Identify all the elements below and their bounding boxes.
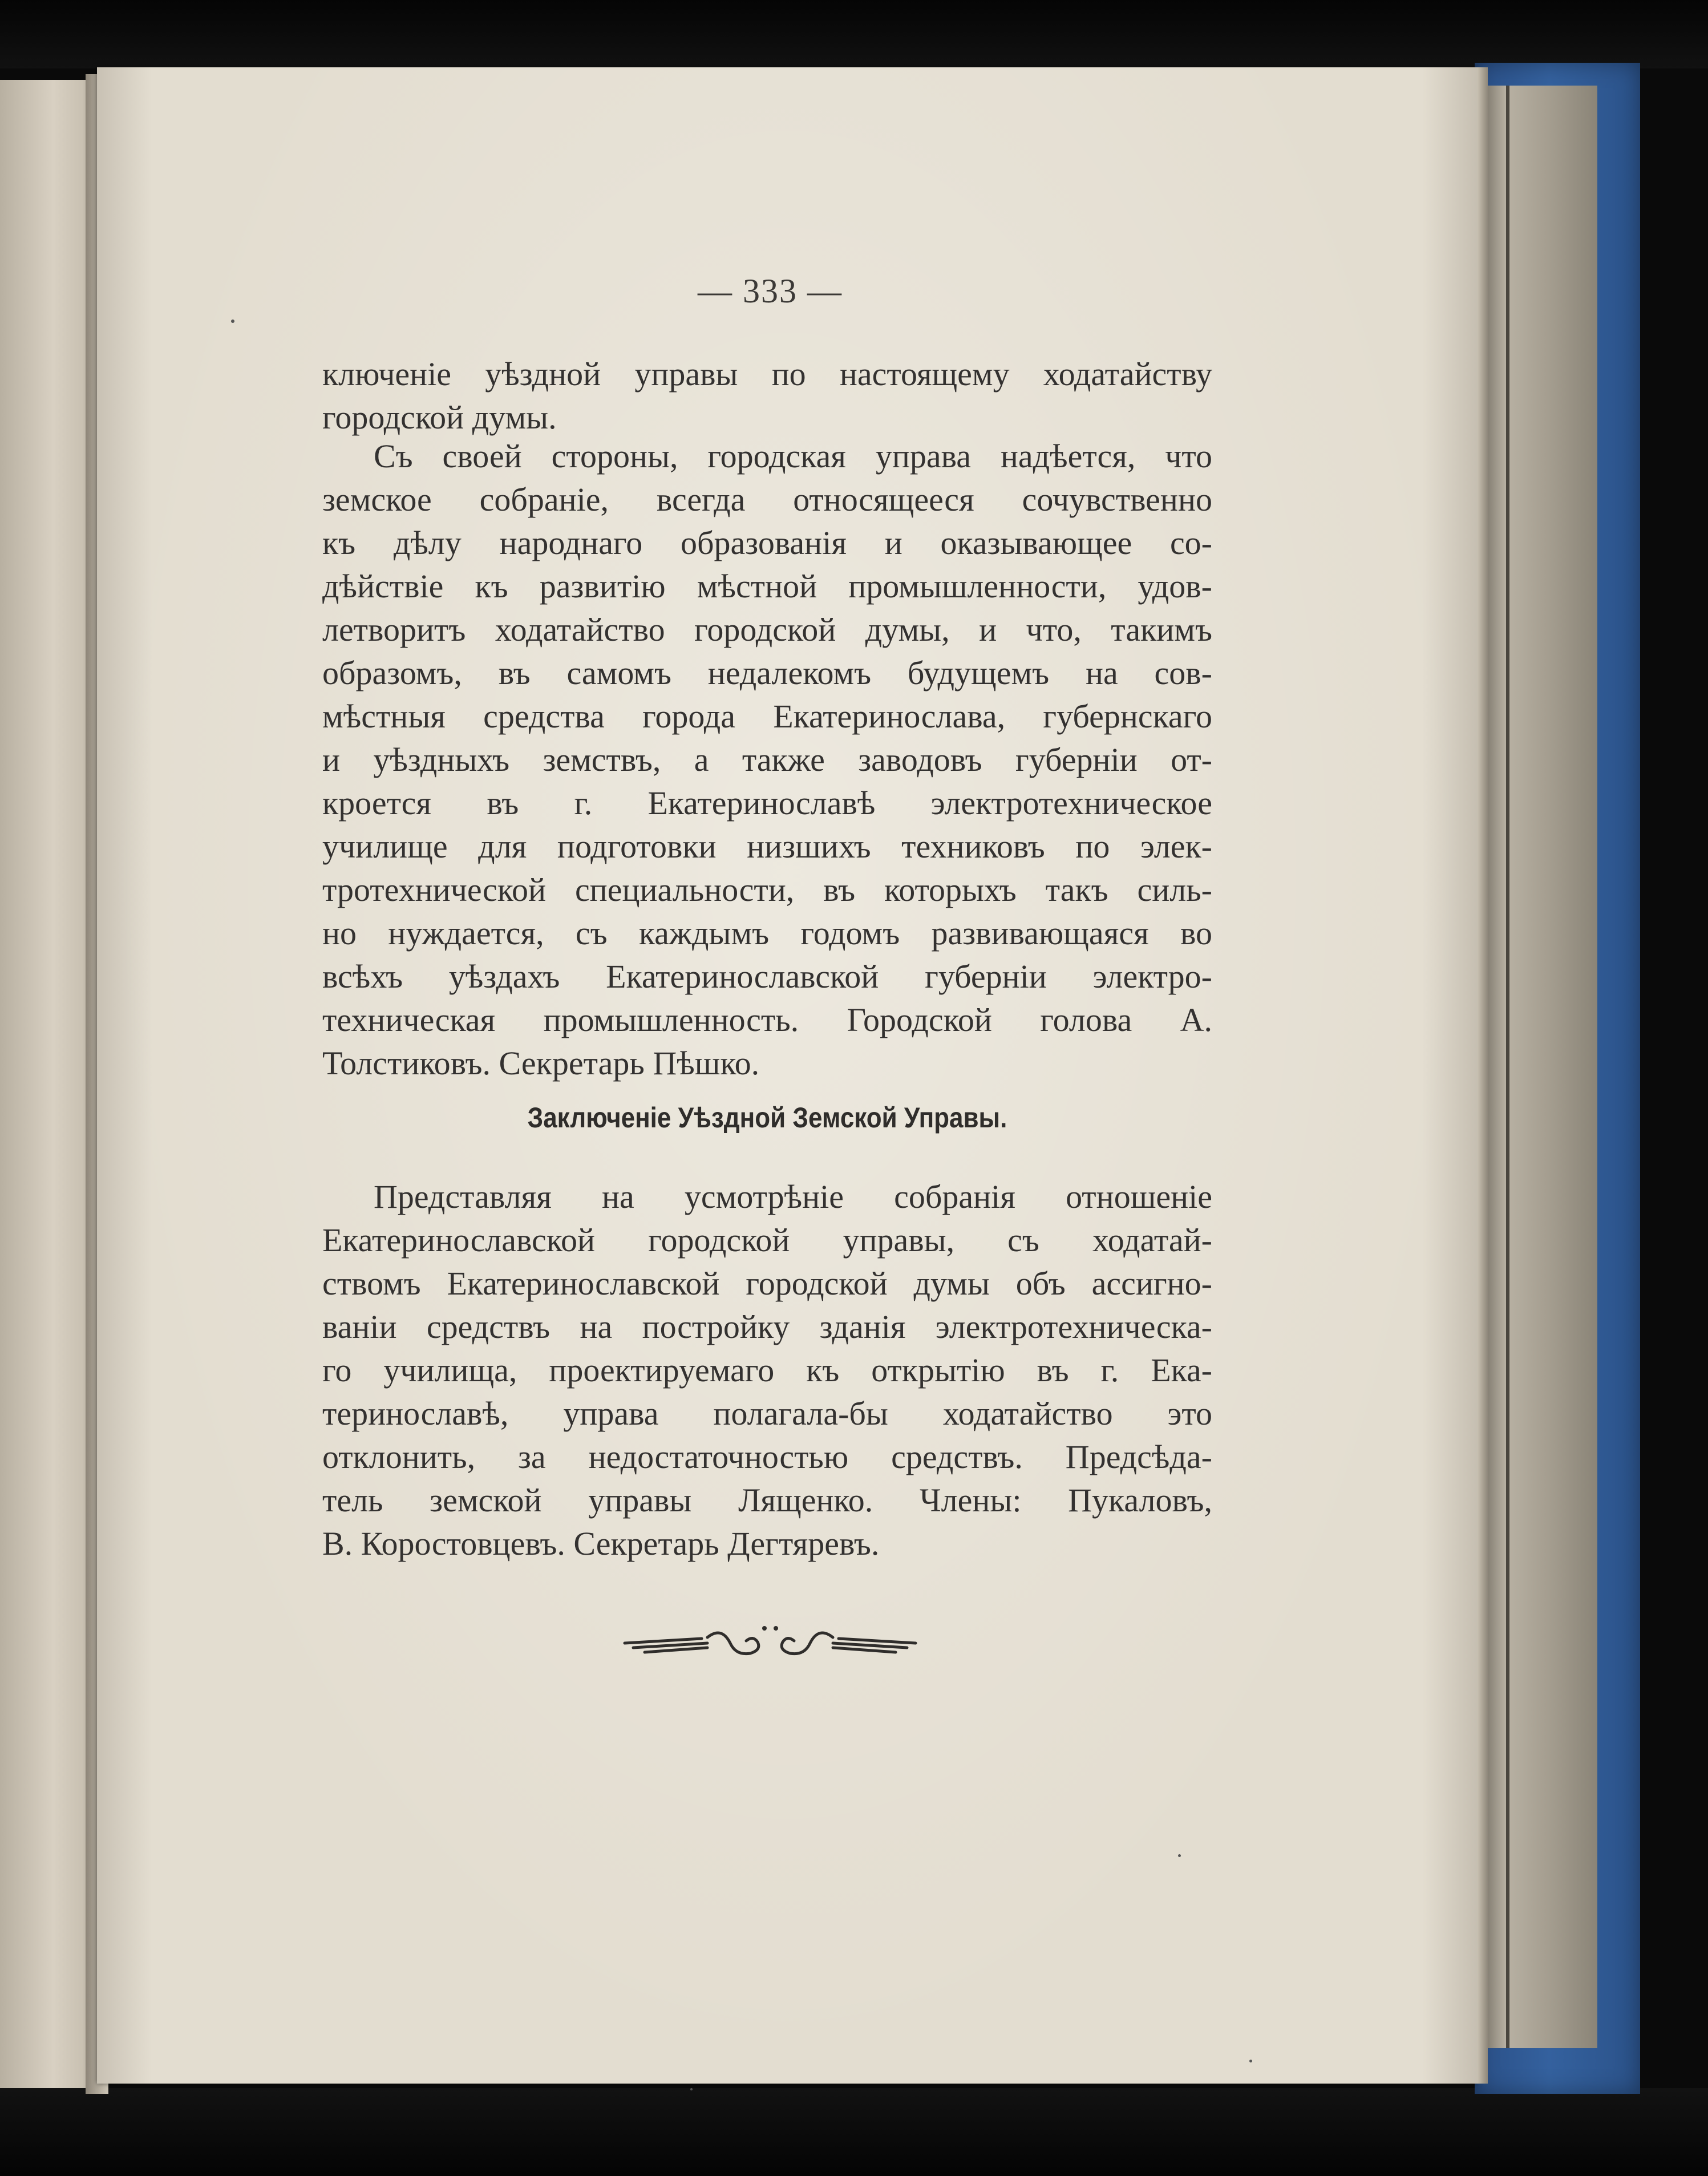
text-line: го училища, проектируемаго къ открытію въ г. Ека- xyxy=(322,1352,1212,1389)
text-line: всѣхъ уѣздахъ Екатеринославской губерніи электро- xyxy=(322,958,1212,995)
text-line: тель земской управы Лященко. Члены: Пукаловъ, xyxy=(322,1482,1212,1519)
text-line: мѣстныя средства города Екатеринослава, губернскаго xyxy=(322,698,1212,735)
text-line: но нуждается, съ каждымъ годомъ развивающаяся во xyxy=(322,915,1212,952)
paragraph-continuation xyxy=(322,353,1212,439)
text-line: теринославѣ, управа полагала-бы ходатайство это xyxy=(322,1395,1212,1432)
text-line: Екатеринославской городской управы, съ ходатай- xyxy=(322,1222,1212,1259)
text-line: Толстиковъ. Секретарь Пѣшко. xyxy=(322,1045,760,1082)
text-line: ствомъ Екатеринославской городской думы объ ассигно- xyxy=(322,1265,1212,1302)
paper-speck xyxy=(690,2088,693,2090)
paragraph-county-board xyxy=(322,1175,1212,1566)
text-line: училище для подготовки низшихъ техниковъ по элек- xyxy=(322,828,1212,865)
paper-speck xyxy=(231,319,234,323)
left-page-edge xyxy=(0,80,97,2088)
text-line: ваніи средствъ на постройку зданія электротехническа- xyxy=(322,1308,1212,1345)
text-line: и уѣздныхъ земствъ, а также заводовъ губерніи от- xyxy=(322,741,1212,778)
page-number: — 333 — xyxy=(698,272,843,310)
book-page-right-edge xyxy=(1478,67,1488,2084)
background-bottom xyxy=(0,2088,1708,2176)
text-line: Представляя на усмотрѣніе собранія отношеніе xyxy=(374,1178,1212,1215)
section-heading: Заключеніе Уѣздной Земской Управы. xyxy=(527,1102,1007,1134)
text-line: къ дѣлу народнаго образованія и оказывающее со- xyxy=(322,524,1212,561)
text-line: техническая промышленность. Городской голова А. xyxy=(322,1001,1212,1038)
text-line: земское собраніе, всегда относящееся сочувственно xyxy=(322,481,1212,518)
text-line: образомъ, въ самомъ недалекомъ будущемъ на сов- xyxy=(322,654,1212,691)
ornament-divider-icon xyxy=(622,1620,918,1666)
text-line: отклонить, за недостаточностью средствъ. Предсѣда- xyxy=(322,1438,1212,1475)
text-line: тротехнической специальности, въ которыхъ такъ силь- xyxy=(322,871,1212,908)
paper-speck xyxy=(1178,1854,1181,1857)
text-line: городской думы. xyxy=(322,399,557,436)
text-line: ключеніе уѣздной управы по настоящему ходатайству xyxy=(322,355,1212,393)
text-line: летворитъ ходатайство городской думы, и что, такимъ xyxy=(322,611,1212,648)
text-line: В. Коростовцевъ. Секретарь Дегтяревъ. xyxy=(322,1525,880,1562)
background-top xyxy=(0,0,1708,68)
text-line: кроется въ г. Екатеринославѣ электротехническое xyxy=(322,784,1212,822)
text-line: дѣйствіе къ развитію мѣстной промышленности, удов- xyxy=(322,568,1212,605)
page-stack-edge xyxy=(1483,86,1597,2048)
paragraph-city-council xyxy=(322,435,1212,1085)
paper-speck xyxy=(1249,2060,1252,2062)
text-line: Съ своей стороны, городская управа надѣется, что xyxy=(374,438,1212,475)
